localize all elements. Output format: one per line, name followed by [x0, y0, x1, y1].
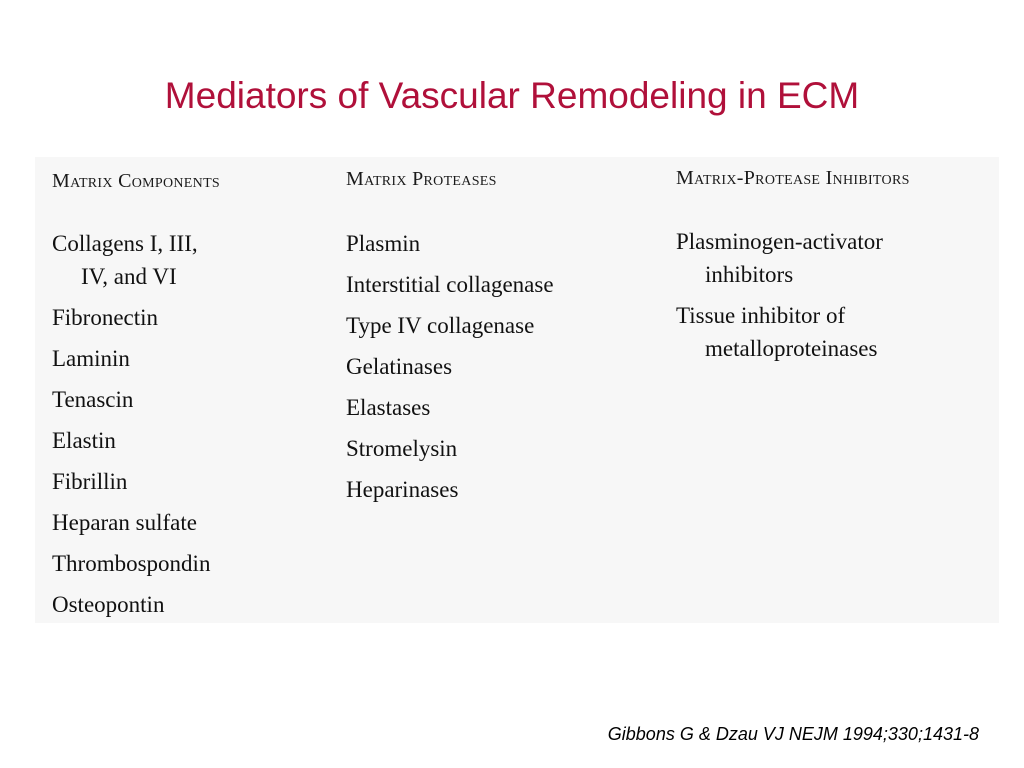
list-item: Elastases — [346, 395, 431, 420]
list-item: Interstitial collagenase — [346, 272, 554, 297]
list-item: Plasmin — [346, 231, 421, 256]
list-item: Fibrillin — [52, 469, 128, 494]
list-item: Tenascin — [52, 387, 134, 412]
list-item: Fibronectin — [52, 305, 159, 330]
matrix-protease-inhibitors-list — [676, 225, 883, 373]
list-item — [676, 299, 883, 365]
item-text: Tissue inhibitor of — [676, 303, 846, 328]
matrix-components-list — [52, 227, 210, 629]
list-item — [52, 227, 210, 293]
item-text: Plasminogen-activator — [676, 229, 883, 254]
column-header-matrix-protease-inhibitors: Matrix-Protease Inhibitors — [676, 167, 910, 189]
column-header-matrix-components: Matrix Components — [52, 170, 221, 192]
citation: Gibbons G & Dzau VJ NEJM 1994;330;1431-8 — [607, 724, 979, 744]
list-item: Stromelysin — [346, 436, 458, 461]
list-item: Gelatinases — [346, 354, 453, 379]
item-text: Collagens I, III, — [52, 231, 198, 256]
list-item: Heparan sulfate — [52, 510, 197, 535]
list-item: Osteopontin — [52, 592, 165, 617]
item-text-continued: metalloproteinases — [705, 336, 878, 361]
item-text-continued: IV, and VI — [81, 264, 177, 289]
slide-title: Mediators of Vascular Remodeling in ECM — [164, 75, 860, 116]
list-item: Elastin — [52, 428, 116, 453]
list-item: Heparinases — [346, 477, 459, 502]
list-item: Thrombospondin — [52, 551, 211, 576]
matrix-proteases-list — [346, 227, 554, 514]
list-item — [676, 225, 883, 291]
list-item: Type IV collagenase — [346, 313, 535, 338]
item-text-continued: inhibitors — [705, 262, 794, 287]
list-item: Laminin — [52, 346, 130, 371]
mediators-table — [35, 157, 999, 623]
column-header-matrix-proteases: Matrix Proteases — [346, 168, 497, 190]
